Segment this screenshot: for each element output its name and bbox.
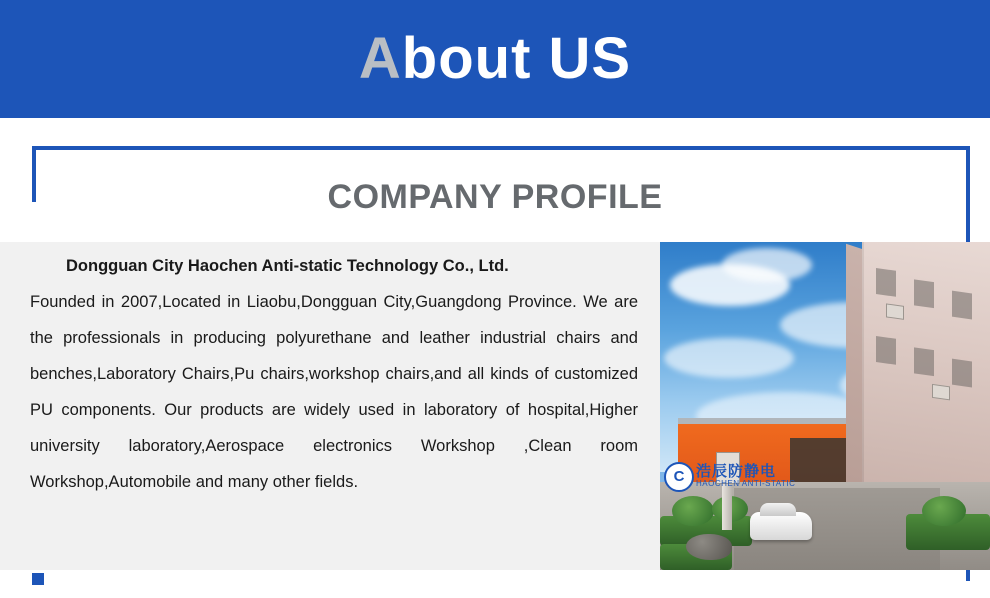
window bbox=[876, 268, 896, 297]
bush bbox=[672, 496, 714, 526]
landscape-stone bbox=[686, 534, 732, 560]
window bbox=[914, 347, 934, 376]
page-title-rest: bout US bbox=[401, 26, 632, 91]
air-conditioner-unit bbox=[932, 384, 950, 401]
company-logo-icon: C bbox=[664, 462, 694, 492]
body-area bbox=[0, 118, 990, 598]
frame-top-rule bbox=[32, 146, 970, 150]
air-conditioner-unit bbox=[886, 303, 904, 320]
factory-photo bbox=[660, 242, 990, 570]
page-title bbox=[0, 24, 990, 94]
cloud bbox=[664, 338, 794, 378]
frame-bottom-marker bbox=[32, 573, 44, 585]
cloud bbox=[722, 248, 812, 282]
signboard-english-text: HAOCHEN ANTI-STATIC bbox=[696, 479, 796, 488]
signboard-chinese-text: 浩辰防静电 bbox=[696, 463, 777, 480]
pink-building bbox=[862, 242, 990, 500]
window bbox=[952, 291, 972, 320]
company-signboard bbox=[664, 460, 796, 494]
window bbox=[952, 359, 972, 388]
window bbox=[914, 279, 934, 308]
page-title-accent: A bbox=[358, 26, 402, 91]
header-banner bbox=[0, 0, 990, 118]
white-car bbox=[750, 512, 812, 540]
company-name: Dongguan City Haochen Anti-static Technology Co., Ltd. bbox=[66, 257, 509, 275]
bush bbox=[922, 496, 966, 526]
section-title: COMPANY PROFILE bbox=[327, 178, 663, 216]
window bbox=[876, 336, 896, 365]
company-profile-text bbox=[30, 248, 638, 500]
company-description: Founded in 2007,Located in Liaobu,Dongguan City,Guangdong Province. We are the professionals in producing polyurethane and leather industrial chairs and benches,Laboratory Chairs,Pu chairs,workshop chairs,and all kinds of customized PU components. Our products are widely used in laboratory of hospital,Higher university laboratory,Aerospace electronics Workshop ,Clean room Workshop,Automobile and many other fields. bbox=[30, 293, 638, 491]
